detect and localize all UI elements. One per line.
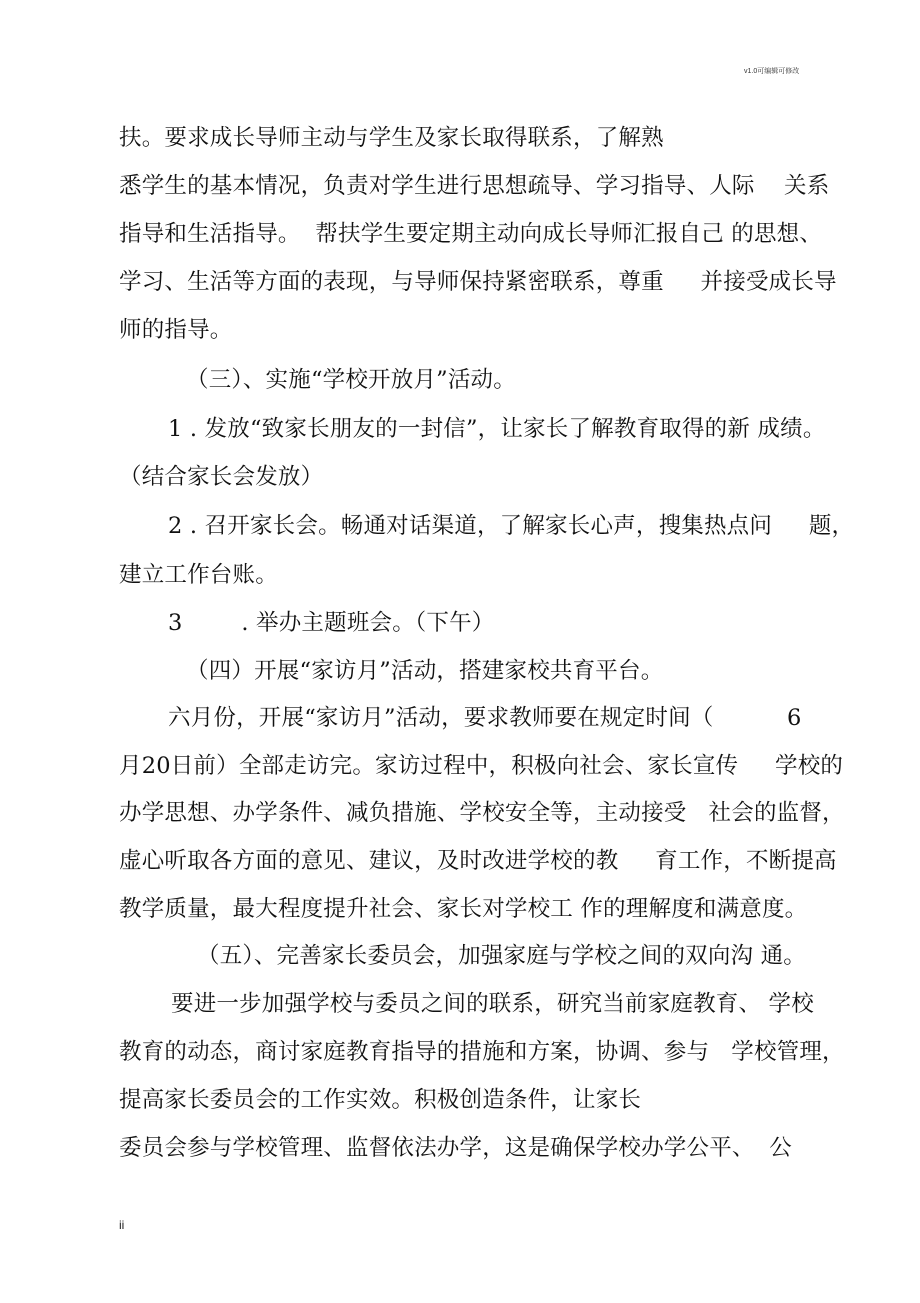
- body-line-21: 提高家长委员会的工作实效。积极创造条件，让家长: [119, 1087, 642, 1113]
- body-line-9: 2 . 召开家长会。畅通对话渠道，了解家长心声，搜集热点问 题，: [168, 513, 855, 539]
- body-line-7: 1 . 发放“致家长朋友的一封信”，让家长了解教育取得的新 成绩。: [168, 416, 826, 442]
- body-line-13: 六月份，开展“家访月”活动，要求教师要在规定时间（ 6: [168, 705, 802, 731]
- body-line-4: 学习、生活等方面的表现，与导师保持紧密联系，尊重 并接受成长导: [119, 269, 837, 295]
- version-note: v1.0可编辑可修改: [744, 68, 800, 75]
- body-line-1: 扶。要求成长导师主动与学生及家长取得联系，了解熟: [119, 125, 664, 151]
- section-heading-3: （三）、实施“学校开放月”活动。: [186, 367, 516, 393]
- body-line-5: 师的指导。: [119, 317, 233, 343]
- body-line-17: 教学质量，最大程度提升社会、家长对学校工 作的理解度和满意度。: [119, 896, 808, 922]
- body-line-11: 3 . 举办主题班会。（下午）: [168, 610, 495, 636]
- body-line-3: 指导和生活指导。 帮扶学生要定期主动向成长导师汇报自己 的思想、: [119, 221, 823, 247]
- body-line-10: 建立工作台账。: [119, 562, 278, 588]
- section-heading-4: （四）开展“家访月”活动，搭建家校共育平台。: [186, 658, 664, 684]
- body-line-22: 委员会参与学校管理、监督依法办学，这是确保学校办学公平、 公: [119, 1135, 793, 1161]
- body-line-19: 要进一步加强学校与委员之间的联系，研究当前家庭教育、 学校: [171, 991, 814, 1017]
- body-line-20: 教育的动态，商讨家庭教育指导的措施和方案，协调、参与 学校管理，: [119, 1039, 845, 1065]
- body-line-14: 月20日前）全部走访完。家访过程中，积极向社会、家长宣传 学校的: [119, 753, 844, 779]
- body-line-2: 悉学生的基本情况，负责对学生进行思想疏导、学习指导、人际 关系: [119, 173, 830, 199]
- body-line-16: 虚心听取各方面的意见、建议，及时改进学校的教 育工作，不断提高: [119, 848, 837, 874]
- body-line-15: 办学思想、办学条件、减负措施、学校安全等，主动接受 社会的监督，: [119, 800, 845, 826]
- page-number: ii: [119, 1218, 125, 1232]
- section-heading-5: （五）、完善家长委员会，加强家庭与学校之间的双向沟 通。: [197, 943, 807, 969]
- body-line-8: （结合家长会发放）: [119, 464, 324, 490]
